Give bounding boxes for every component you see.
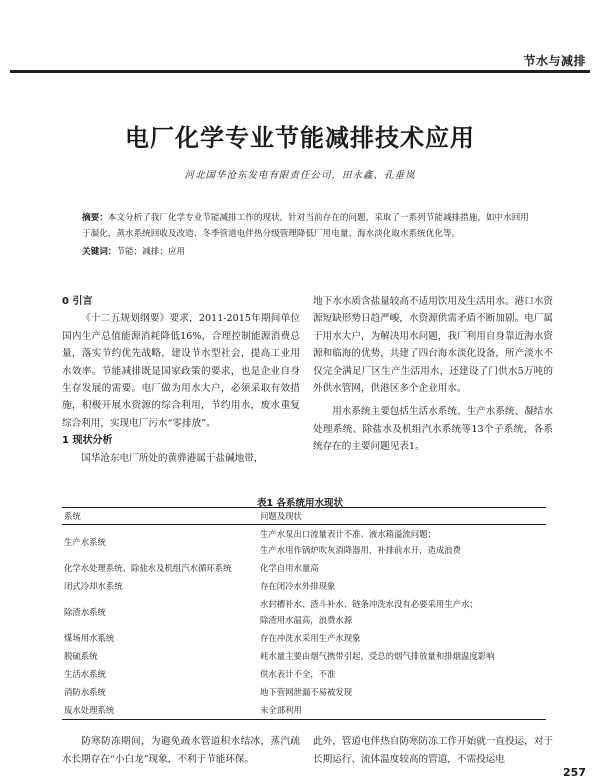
table-issue-line: 存在闭冷水外排现象	[260, 581, 336, 591]
table-row	[62, 577, 546, 595]
table-cell-issues	[258, 559, 546, 577]
table-issue-line: 未全部利用	[260, 705, 302, 715]
water-systems-table	[62, 507, 546, 720]
table-cell-system: 废水处理系统	[62, 701, 258, 720]
table-cell-system: 生活水系统	[64, 669, 106, 679]
bottom-left-paragraph: 防寒防冻期间，为避免疏水管道积水结冰，蒸汽疏水长期存在“小白龙”现象，不利于节能环保。	[62, 736, 300, 765]
table-issue-line: 化学自用水量高	[260, 563, 319, 573]
keywords-text: 节能；减排；应用	[116, 247, 186, 257]
table-header-row	[62, 508, 546, 525]
keywords-label: 关键词：	[82, 247, 117, 257]
paper-title: 电厂化学专业节能减排技术应用	[125, 124, 475, 152]
header-issues: 问题及现状	[258, 508, 546, 525]
table-issue-line: 水封槽补水、渣斗补水、链条冲洗水没有必要采用生产水；	[260, 599, 478, 609]
table-cell-system: 脱硫系统	[64, 651, 98, 661]
intro-paragraph: 《十二五规划纲要》要求，2011-2015年期间单位国内生产总值能源消耗降低16%，合理控制能源消费总量，落实节约优先战略，建设节水型社会，提高工业用水效率。节能减排既是国家政策的要求，也是企业自身生存发展的需要。电厂做为用水大户，必须采取有效措施，积极开展水资源的综合利用，节约用水，废水重复综合利用，实现电厂污水“零排放”。	[62, 313, 300, 429]
table-cell-issues	[258, 683, 546, 701]
table-cell-system: 煤场用水系统	[64, 633, 115, 643]
abstract-text: 本文分析了我厂化学专业节能减排工作的现状，针对当前存在的问题，采取了一系列节能减排措施，如中水回用于凝化，蒸水系统回收及改造、冬季管道电伴热分级管理降低厂用电量、海水淡化取水系统优化等。	[82, 213, 529, 239]
table-issue-line: 除渣用水温高，浪费水源	[260, 615, 353, 625]
authors: 河北国华沧东发电有限责任公司，田永鑫、孔垂岚	[184, 170, 416, 181]
table-cell-issues	[258, 577, 546, 595]
table-issue-line: 生产水泵出口流量表计不准、液水箱溢流问题；	[260, 529, 436, 539]
header-rule	[10, 70, 590, 73]
table-issue-line: 耗水量主要由烟气携带引起，受总的烟气排放量和排烟温度影响	[260, 651, 495, 661]
abstract-label: 摘要：	[82, 213, 108, 223]
table-cell-system: 生产水系统	[64, 537, 106, 547]
section-tag: 节水与减排	[523, 54, 586, 68]
header-system: 系统	[62, 508, 258, 525]
table-row	[62, 559, 546, 577]
table-cell-issues	[258, 525, 546, 560]
table-row	[62, 683, 546, 701]
table-row	[62, 701, 546, 720]
table-issue-line: 生产水用作锅炉吹灰消降器用，补排前水开，造成浪费	[260, 545, 461, 555]
table-cell-issues	[258, 629, 546, 647]
abstract	[82, 210, 530, 242]
left-column	[62, 293, 300, 467]
right-paragraph-1: 地下水水质含盐量较高不适用饮用及生活用水。港口水资源短缺形势日趋严峻，水资源供需矛盾不断加剧。电厂属于用水大户，为解决用水问题，我厂利用自身靠近海水资源和临海的优势，共建了四台海水淡化设备，所产淡水不仅完全满足厂区生产生活用水，还建设了门供水5万吨的外供水管网，供港区多个企业用水。	[313, 296, 553, 395]
table-cell-system: 消防水系统	[64, 687, 106, 697]
table-caption: 表1 各系统用水现状	[257, 498, 343, 509]
table-cell-issues	[258, 595, 546, 629]
analysis-paragraph: 国华沧东电厂所处的黄骅港属于盐碱地带，	[81, 452, 264, 464]
analysis-heading: 1 现状分析	[62, 435, 113, 447]
table-cell-issues	[258, 665, 546, 683]
table-row	[62, 629, 546, 647]
bottom-right-paragraph: 此外，管道电伴热自防寒防冻工作开始就一直投运，对于长期运行、流体温度较高的管道，不需投运电	[313, 736, 553, 765]
table-cell-system: 化学水处理系统、除盐水及机组汽水循环系统	[64, 563, 232, 573]
table-cell-issues	[258, 701, 546, 720]
table-issue-line: 供水表计不全，不准	[260, 669, 336, 679]
table-cell-system: 除渣水系统	[64, 607, 106, 617]
table-issue-line: 存在冲洗水采用生产水现象	[260, 633, 361, 643]
table-row	[62, 595, 546, 629]
table-row	[62, 665, 546, 683]
table-cell-issues	[258, 647, 546, 665]
table-row	[62, 525, 546, 560]
page-number: 257	[563, 766, 586, 779]
table-body	[62, 525, 546, 720]
right-paragraph-2: 用水系统主要包括生活水系统、生产水系统、凝结水处理系统、除盐水及机组汽水系统等13个子系统，各系统存在的主要问题见表1。	[313, 406, 553, 453]
keywords	[82, 245, 530, 257]
intro-heading: 0 引言	[62, 296, 93, 307]
table-issue-line: 地下管网泄漏不易被发现	[260, 687, 353, 697]
right-column	[313, 293, 553, 456]
table-cell-system: 闭式冷却水系统	[64, 581, 123, 591]
table-row	[62, 647, 546, 665]
